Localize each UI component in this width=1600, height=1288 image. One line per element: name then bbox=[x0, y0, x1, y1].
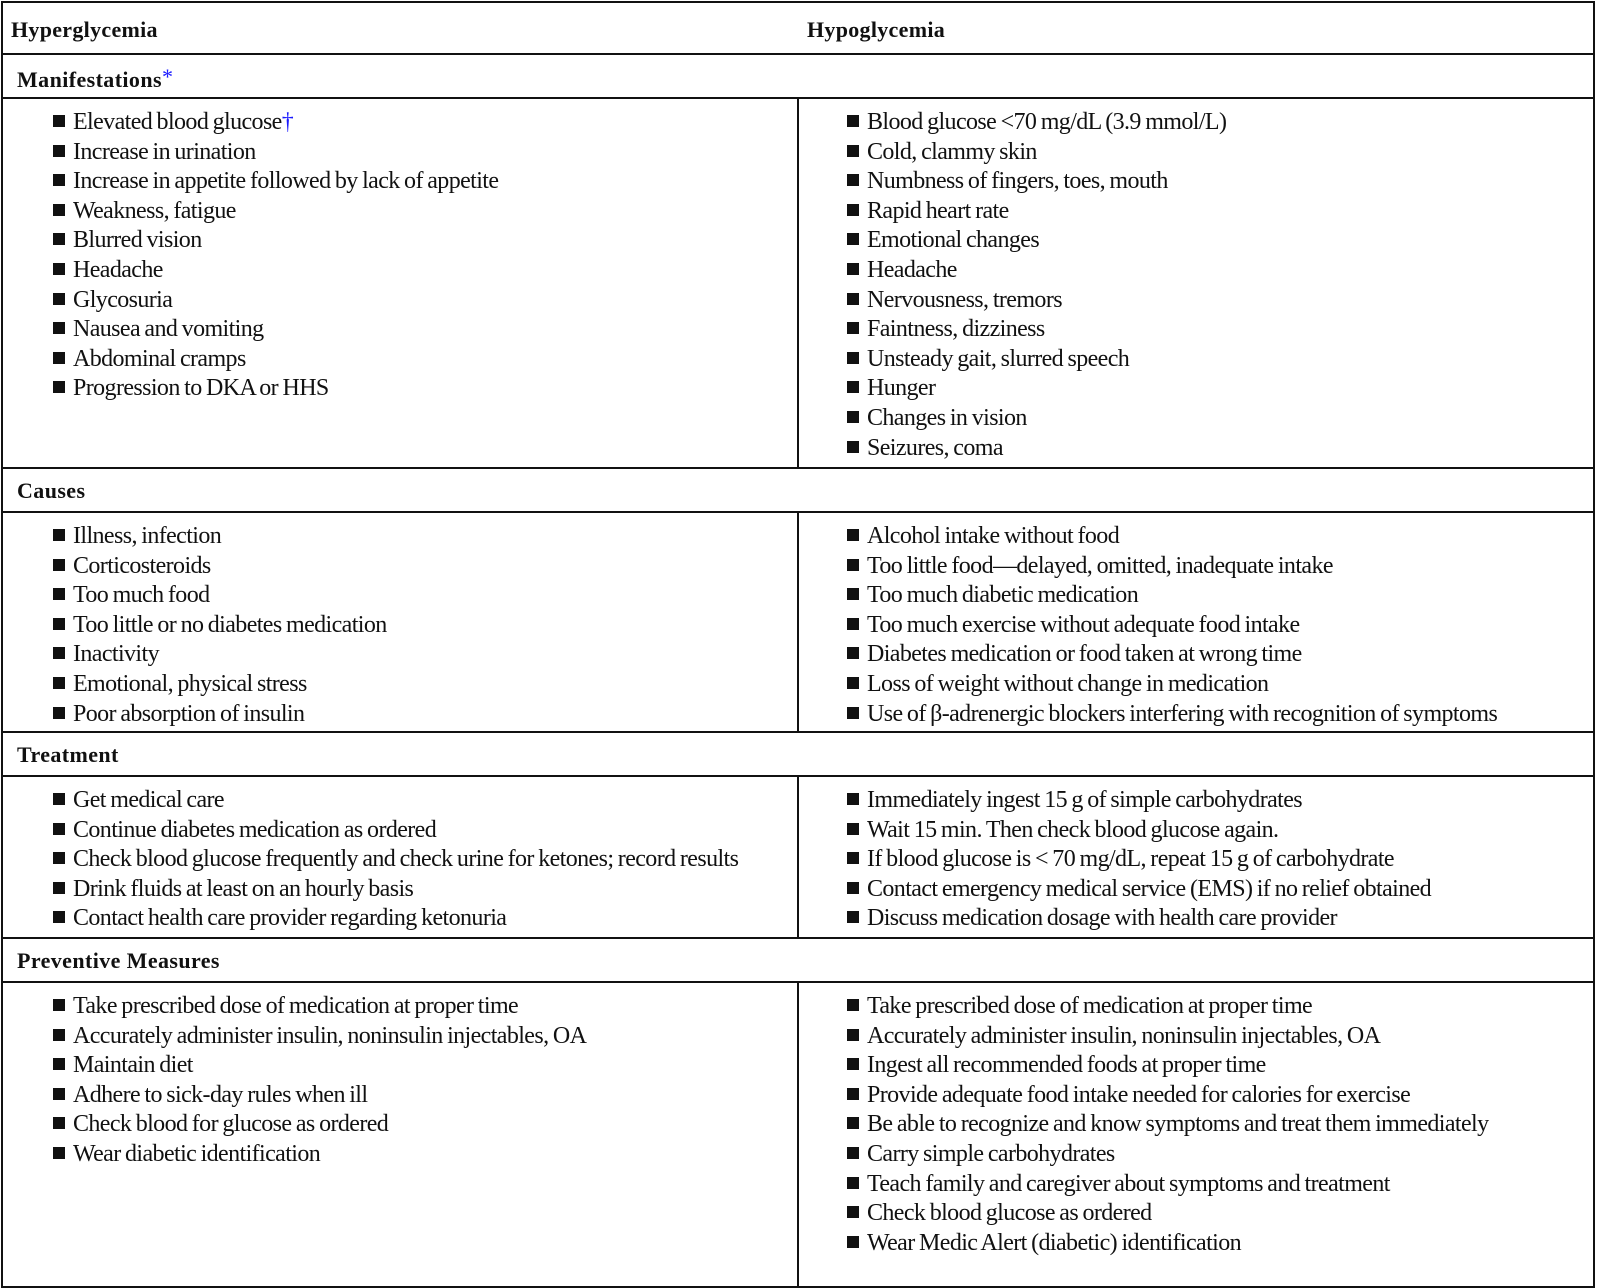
bullet-list bbox=[53, 992, 797, 1170]
list-item bbox=[847, 670, 1593, 700]
list-item bbox=[53, 786, 797, 816]
square-bullet-icon bbox=[53, 618, 65, 630]
list-item-text: Immediately ingest 15 g of simple carbohydrates bbox=[867, 787, 1303, 813]
list-item-text: Get medical care bbox=[73, 787, 224, 813]
square-bullet-icon bbox=[53, 647, 65, 659]
square-bullet-icon bbox=[847, 204, 859, 216]
bullet-list bbox=[847, 522, 1593, 729]
square-bullet-icon bbox=[847, 911, 859, 923]
section-heading-row-causes bbox=[3, 469, 1593, 513]
list-item-text: Weakness, fatigue bbox=[73, 197, 236, 224]
square-bullet-icon bbox=[847, 263, 859, 275]
square-bullet-icon bbox=[53, 293, 65, 305]
list-item-text: Check blood for glucose as ordered bbox=[73, 1111, 389, 1138]
square-bullet-icon bbox=[847, 588, 859, 600]
square-bullet-icon bbox=[847, 174, 859, 186]
list-item-text: Cold, clammy skin bbox=[867, 138, 1037, 165]
square-bullet-icon bbox=[847, 677, 859, 689]
square-bullet-icon bbox=[53, 999, 65, 1011]
hypoglycemia-preventive-cell bbox=[799, 983, 1593, 1286]
section-heading-treatment: Treatment bbox=[17, 742, 119, 767]
square-bullet-icon bbox=[847, 1236, 859, 1248]
list-item-text: Provide adequate food intake needed for calories for exercise bbox=[867, 1081, 1411, 1108]
list-item-text: Nausea and vomiting bbox=[73, 316, 264, 343]
footnote-asterisk: * bbox=[161, 64, 174, 89]
square-bullet-icon bbox=[847, 823, 859, 835]
list-item bbox=[53, 256, 797, 286]
square-bullet-icon bbox=[847, 1206, 859, 1218]
list-item bbox=[53, 167, 797, 197]
list-item bbox=[53, 522, 797, 552]
square-bullet-icon bbox=[847, 322, 859, 334]
list-item bbox=[53, 845, 797, 875]
bullet-list bbox=[847, 992, 1593, 1258]
list-item-text: Faintness, dizziness bbox=[867, 316, 1045, 343]
hyperglycemia-causes-cell bbox=[3, 513, 799, 731]
square-bullet-icon bbox=[847, 647, 859, 659]
list-item bbox=[53, 552, 797, 582]
footnote-dagger: † bbox=[281, 109, 294, 135]
bullet-list bbox=[53, 522, 797, 729]
list-item-text: Illness, infection bbox=[73, 523, 222, 549]
square-bullet-icon bbox=[847, 1058, 859, 1070]
list-item-text: Contact health care provider regarding ketonuria bbox=[73, 905, 507, 932]
square-bullet-icon bbox=[847, 1029, 859, 1041]
square-bullet-icon bbox=[847, 381, 859, 393]
list-item-text: Unsteady gait, slurred speech bbox=[867, 345, 1130, 372]
list-item bbox=[847, 434, 1593, 464]
list-item bbox=[847, 611, 1593, 641]
list-item bbox=[847, 1140, 1593, 1170]
list-item bbox=[847, 1081, 1593, 1111]
list-item-text: Teach family and caregiver about symptoms and treatment bbox=[867, 1170, 1390, 1197]
list-item-text: Too much diabetic medication bbox=[867, 582, 1139, 609]
list-item-text: Wait 15 min. Then check blood glucose again. bbox=[867, 816, 1279, 843]
list-item-text: Emotional changes bbox=[867, 227, 1040, 254]
square-bullet-icon bbox=[53, 1147, 65, 1159]
list-item-text: Loss of weight without change in medication bbox=[867, 670, 1269, 697]
list-item-text: Too little food—delayed, omitted, inadequate intake bbox=[867, 552, 1333, 579]
square-bullet-icon bbox=[53, 852, 65, 864]
list-item-text: Seizures, coma bbox=[867, 434, 1003, 461]
list-item-text: Continue diabetes medication as ordered bbox=[73, 816, 437, 843]
square-bullet-icon bbox=[53, 145, 65, 157]
list-item bbox=[847, 992, 1593, 1022]
list-item bbox=[847, 522, 1593, 552]
square-bullet-icon bbox=[847, 233, 859, 245]
square-bullet-icon bbox=[53, 352, 65, 364]
section-heading-manifestations bbox=[3, 55, 1593, 97]
list-item-text: Rapid heart rate bbox=[867, 197, 1009, 224]
list-item bbox=[53, 992, 797, 1022]
list-item-text: Elevated blood glucose bbox=[73, 109, 282, 135]
list-item bbox=[53, 611, 797, 641]
list-item-text: Hunger bbox=[867, 375, 936, 402]
list-item-text: Wear Medic Alert (diabetic) identification bbox=[867, 1229, 1242, 1256]
section-body-treatment bbox=[3, 777, 1593, 939]
list-item bbox=[53, 345, 797, 375]
list-item bbox=[53, 875, 797, 905]
list-item bbox=[53, 1051, 797, 1081]
list-item-text: Maintain diet bbox=[73, 1052, 193, 1079]
list-item-text: Too much food bbox=[73, 582, 210, 609]
list-item-text: Discuss medication dosage with health care provider bbox=[867, 905, 1337, 932]
square-bullet-icon bbox=[53, 1029, 65, 1041]
list-item bbox=[53, 816, 797, 846]
column-header-row bbox=[3, 3, 1593, 55]
hyperglycemia-manifestations-cell bbox=[3, 99, 799, 467]
list-item-text: Numbness of fingers, toes, mouth bbox=[867, 168, 1168, 195]
list-item bbox=[847, 167, 1593, 197]
list-item bbox=[53, 1081, 797, 1111]
list-item bbox=[847, 256, 1593, 286]
list-item bbox=[847, 581, 1593, 611]
square-bullet-icon bbox=[847, 1117, 859, 1129]
square-bullet-icon bbox=[847, 145, 859, 157]
list-item-text: Increase in appetite followed by lack of appetite bbox=[73, 168, 499, 195]
list-item bbox=[847, 640, 1593, 670]
list-item-text: Increase in urination bbox=[73, 138, 256, 165]
list-item-text: Abdominal cramps bbox=[73, 345, 246, 372]
list-item-text: Be able to recognize and know symptoms and treat them immediately bbox=[867, 1111, 1489, 1138]
square-bullet-icon bbox=[847, 618, 859, 630]
hypoglycemia-treatment-cell bbox=[799, 777, 1593, 937]
section-heading-row-preventive bbox=[3, 939, 1593, 983]
square-bullet-icon bbox=[847, 352, 859, 364]
list-item bbox=[53, 374, 797, 404]
column-header-hypoglycemia: Hypoglycemia bbox=[807, 17, 946, 42]
square-bullet-icon bbox=[53, 529, 65, 541]
list-item-text: Diabetes medication or food taken at wrong time bbox=[867, 641, 1302, 668]
list-item bbox=[847, 286, 1593, 316]
list-item bbox=[847, 315, 1593, 345]
square-bullet-icon bbox=[53, 233, 65, 245]
list-item bbox=[847, 226, 1593, 256]
list-item bbox=[847, 374, 1593, 404]
list-item bbox=[847, 197, 1593, 227]
list-item-text: If blood glucose is < 70 mg/dL, repeat 15 g of carbohydrate bbox=[867, 846, 1394, 873]
list-item bbox=[847, 1170, 1593, 1200]
square-bullet-icon bbox=[847, 999, 859, 1011]
square-bullet-icon bbox=[847, 1088, 859, 1100]
list-item-text: Changes in vision bbox=[867, 404, 1027, 431]
list-item bbox=[53, 904, 797, 934]
square-bullet-icon bbox=[53, 1088, 65, 1100]
square-bullet-icon bbox=[847, 559, 859, 571]
square-bullet-icon bbox=[53, 559, 65, 571]
hyperglycemia-preventive-cell bbox=[3, 983, 799, 1286]
list-item-text: Carry simple carbohydrates bbox=[867, 1140, 1115, 1167]
list-item bbox=[847, 875, 1593, 905]
list-item bbox=[53, 1110, 797, 1140]
list-item bbox=[53, 315, 797, 345]
list-item-text: Use of β-adrenergic blockers interfering with recognition of symptoms bbox=[867, 700, 1498, 727]
bullet-list bbox=[53, 786, 797, 934]
square-bullet-icon bbox=[53, 677, 65, 689]
square-bullet-icon bbox=[53, 322, 65, 334]
list-item bbox=[847, 138, 1593, 168]
list-item bbox=[53, 1022, 797, 1052]
list-item-text: Check blood glucose as ordered bbox=[867, 1200, 1152, 1227]
section-body-preventive bbox=[3, 983, 1593, 1286]
square-bullet-icon bbox=[53, 1058, 65, 1070]
square-bullet-icon bbox=[53, 823, 65, 835]
square-bullet-icon bbox=[53, 793, 65, 805]
list-item bbox=[53, 286, 797, 316]
list-item-text: Alcohol intake without food bbox=[867, 523, 1120, 549]
bullet-list bbox=[847, 108, 1593, 463]
square-bullet-icon bbox=[847, 793, 859, 805]
list-item-text: Check blood glucose frequently and check urine for ketones; record results bbox=[73, 846, 739, 873]
list-item bbox=[847, 700, 1593, 730]
square-bullet-icon bbox=[847, 1177, 859, 1189]
square-bullet-icon bbox=[847, 1147, 859, 1159]
square-bullet-icon bbox=[53, 204, 65, 216]
section-body-manifestations bbox=[3, 99, 1593, 469]
list-item bbox=[847, 1229, 1593, 1259]
list-item-text: Headache bbox=[73, 256, 163, 283]
list-item-text: Accurately administer insulin, noninsulin injectables, OA bbox=[73, 1022, 587, 1049]
list-item bbox=[53, 581, 797, 611]
list-item bbox=[53, 138, 797, 168]
list-item bbox=[847, 904, 1593, 934]
list-item bbox=[847, 1051, 1593, 1081]
list-item bbox=[847, 1110, 1593, 1140]
list-item bbox=[847, 816, 1593, 846]
list-item bbox=[53, 640, 797, 670]
square-bullet-icon bbox=[53, 707, 65, 719]
square-bullet-icon bbox=[847, 293, 859, 305]
list-item-text: Too little or no diabetes medication bbox=[73, 611, 387, 638]
list-item-text: Emotional, physical stress bbox=[73, 670, 307, 697]
list-item bbox=[847, 404, 1593, 434]
list-item-text: Take prescribed dose of medication at proper time bbox=[73, 993, 519, 1019]
column-header-hyperglycemia: Hyperglycemia bbox=[11, 17, 158, 42]
section-heading-row-treatment bbox=[3, 733, 1593, 777]
bullet-list bbox=[53, 108, 797, 404]
list-item bbox=[847, 108, 1593, 138]
list-item bbox=[53, 700, 797, 730]
square-bullet-icon bbox=[53, 882, 65, 894]
square-bullet-icon bbox=[847, 707, 859, 719]
square-bullet-icon bbox=[53, 263, 65, 275]
list-item-text: Poor absorption of insulin bbox=[73, 700, 305, 727]
list-item-text: Corticosteroids bbox=[73, 552, 211, 579]
list-item-text: Wear diabetic identification bbox=[73, 1140, 321, 1167]
square-bullet-icon bbox=[53, 911, 65, 923]
square-bullet-icon bbox=[53, 174, 65, 186]
section-heading-row-manifestations bbox=[3, 55, 1593, 99]
hypoglycemia-manifestations-cell bbox=[799, 99, 1593, 467]
list-item-text: Accurately administer insulin, noninsulin injectables, OA bbox=[867, 1022, 1381, 1049]
square-bullet-icon bbox=[847, 882, 859, 894]
list-item-text: Blood glucose <70 mg/dL (3.9 mmol/L) bbox=[867, 109, 1227, 135]
square-bullet-icon bbox=[53, 588, 65, 600]
square-bullet-icon bbox=[847, 411, 859, 423]
list-item bbox=[847, 345, 1593, 375]
list-item-text: Adhere to sick-day rules when ill bbox=[73, 1081, 368, 1108]
list-item bbox=[847, 845, 1593, 875]
list-item-text: Inactivity bbox=[73, 641, 159, 668]
square-bullet-icon bbox=[53, 381, 65, 393]
comparison-table bbox=[1, 1, 1595, 1288]
hyperglycemia-treatment-cell bbox=[3, 777, 799, 937]
list-item-text: Too much exercise without adequate food intake bbox=[867, 611, 1300, 638]
section-heading-preventive-measures: Preventive Measures bbox=[17, 948, 220, 973]
hypoglycemia-causes-cell bbox=[799, 513, 1593, 731]
section-body-causes bbox=[3, 513, 1593, 733]
square-bullet-icon bbox=[53, 115, 65, 127]
square-bullet-icon bbox=[847, 529, 859, 541]
list-item bbox=[847, 552, 1593, 582]
list-item-text: Contact emergency medical service (EMS) if no relief obtained bbox=[867, 875, 1432, 902]
list-item bbox=[847, 1199, 1593, 1229]
list-item bbox=[53, 226, 797, 256]
list-item bbox=[847, 786, 1593, 816]
list-item bbox=[53, 670, 797, 700]
list-item bbox=[53, 108, 797, 138]
list-item-text: Glycosuria bbox=[73, 286, 173, 313]
square-bullet-icon bbox=[53, 1117, 65, 1129]
list-item-text: Ingest all recommended foods at proper time bbox=[867, 1052, 1266, 1079]
list-item-text: Progression to DKA or HHS bbox=[73, 375, 329, 402]
bullet-list bbox=[847, 786, 1593, 934]
list-item-text: Take prescribed dose of medication at proper time bbox=[867, 993, 1313, 1019]
list-item bbox=[847, 1022, 1593, 1052]
list-item bbox=[53, 197, 797, 227]
square-bullet-icon bbox=[847, 115, 859, 127]
list-item-text: Nervousness, tremors bbox=[867, 286, 1062, 313]
section-heading-causes: Causes bbox=[17, 478, 86, 503]
list-item-text: Blurred vision bbox=[73, 227, 202, 254]
list-item-text: Drink fluids at least on an hourly basis bbox=[73, 875, 414, 902]
list-item-text: Headache bbox=[867, 256, 957, 283]
list-item bbox=[53, 1140, 797, 1170]
square-bullet-icon bbox=[847, 441, 859, 453]
square-bullet-icon bbox=[847, 852, 859, 864]
section-title: Manifestations bbox=[17, 67, 162, 92]
